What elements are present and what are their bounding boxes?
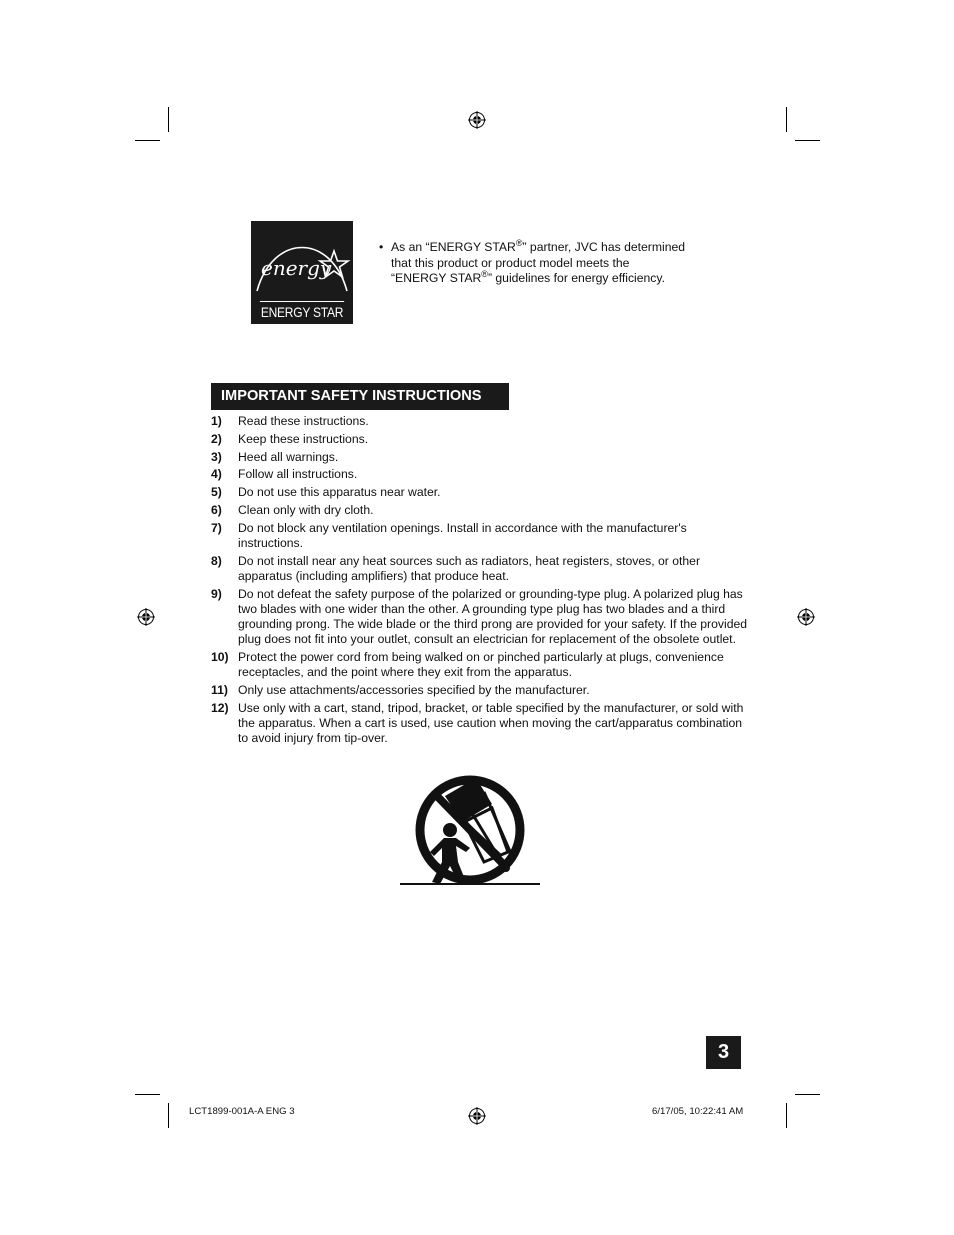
note-text: that this product or product model meets the (391, 255, 630, 270)
item-text: Do not block any ventilation openings. Install in accordance with the manufacturer's instructions. (238, 520, 687, 550)
item-number: 10) (211, 650, 229, 665)
item-number: 3) (211, 449, 222, 464)
section-title: IMPORTANT SAFETY INSTRUCTIONS (211, 383, 509, 410)
item-text: Do not defeat the safety purpose of the polarized or grounding-type plug. A polarized plug has two blades with one wider than the other. A grounding type plug has two blades and a third grounding prong. The wide blade or the third prong are provided for your safety. If the provided plug does not fit into your outlet, consult an electrician for replacement of the obsolete outlet. (238, 586, 748, 647)
item-text: Only use attachments/accessories specified by the manufacturer. (238, 683, 590, 698)
note-text: ” partner, JVC has determined (522, 240, 686, 254)
registered-mark: ® (515, 237, 523, 248)
item-number: 7) (211, 520, 222, 535)
crop-mark (786, 107, 787, 132)
note-text: “ENERGY STAR (391, 271, 482, 285)
footer-file-info: LCT1899-001A-A ENG 3 (189, 1106, 295, 1117)
list-item (211, 701, 751, 747)
item-number: 12) (211, 700, 229, 715)
registration-mark-icon (797, 608, 815, 626)
item-number: 2) (211, 431, 222, 446)
list-item (211, 683, 751, 698)
bullet-dot: • (379, 240, 384, 254)
item-number: 9) (211, 586, 222, 601)
item-text: Do not install near any heat sources such as radiators, heat registers, stoves, or other apparatus (including amplifiers) that produce heat. (238, 553, 701, 583)
page-number: 3 (706, 1036, 741, 1069)
safety-instruction-list (211, 414, 751, 749)
list-item (211, 485, 751, 500)
item-number: 6) (211, 502, 222, 517)
item-number: 4) (211, 467, 222, 482)
logo-script-word: energy (261, 256, 332, 280)
registration-mark-icon (468, 111, 486, 129)
note-text: ” guidelines for energy efficiency. (487, 271, 665, 285)
crop-mark (795, 140, 820, 141)
list-item (211, 432, 751, 447)
crop-mark (135, 140, 160, 141)
registration-mark-icon (137, 608, 155, 626)
crop-mark (795, 1094, 820, 1095)
energy-star-logo (251, 221, 353, 324)
list-item (211, 467, 751, 482)
list-item (211, 521, 751, 551)
list-item (211, 450, 751, 465)
item-text: Read these instructions. (238, 414, 369, 428)
crop-mark (168, 1103, 169, 1128)
item-text: Use only with a cart, stand, tripod, bracket, or table specified by the manufacturer, or sold with the apparatus. When a cart is used, use caution when moving the cart/apparatus combination to avoid injury from tip-over. (238, 700, 744, 746)
energy-star-script-icon (251, 221, 353, 301)
registration-mark-icon (468, 1107, 486, 1125)
crop-mark (135, 1094, 160, 1095)
item-number: 5) (211, 485, 222, 500)
item-number: 8) (211, 553, 222, 568)
cart-tip-over-warning-icon (400, 772, 540, 888)
item-text: Follow all instructions. (238, 467, 358, 482)
registered-mark: ® (481, 268, 488, 279)
list-item (211, 650, 751, 680)
list-item (211, 503, 751, 518)
item-text: Do not use this apparatus near water. (238, 485, 441, 500)
item-text: Heed all warnings. (238, 449, 339, 464)
item-number: 11) (211, 683, 228, 698)
crop-mark (168, 107, 169, 132)
list-item (211, 554, 751, 584)
list-item (211, 587, 751, 648)
energy-star-label: ENERGY STAR (260, 301, 344, 322)
note-text: As an “ENERGY STAR (391, 240, 516, 254)
item-text: Clean only with dry cloth. (238, 502, 374, 517)
item-text: Keep these instructions. (238, 431, 369, 446)
list-item (211, 414, 751, 429)
crop-mark (786, 1103, 787, 1128)
item-text: Protect the power cord from being walked on or pinched particularly at plugs, convenience receptacles, and the point where they exit from the apparatus. (238, 650, 724, 680)
item-number: 1) (211, 414, 222, 428)
footer-timestamp: 6/17/05, 10:22:41 AM (652, 1106, 744, 1117)
